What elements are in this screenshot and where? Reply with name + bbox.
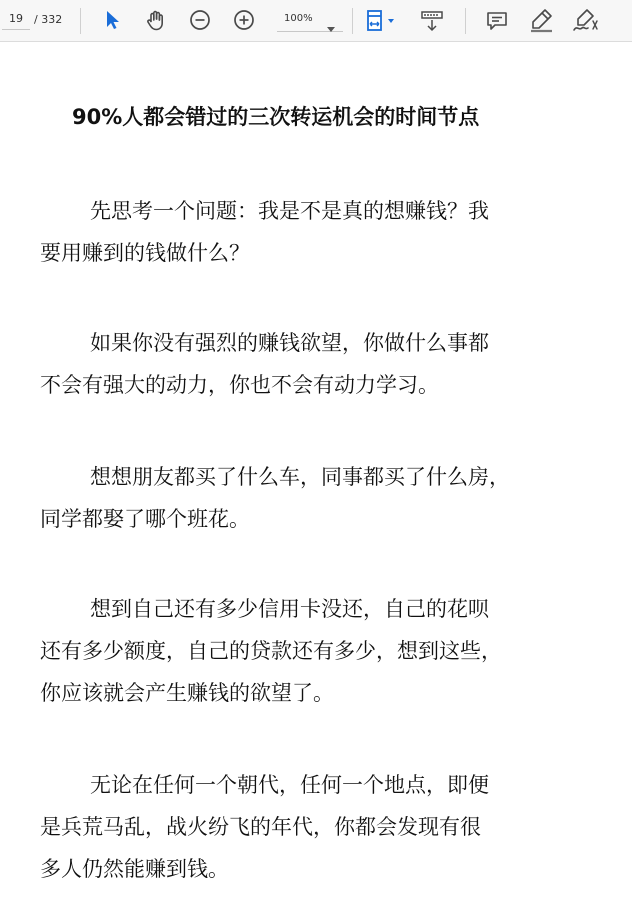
page-total-label: / 332 [34,13,63,26]
paragraph-line: 要用赚到的钱做什么？ [40,241,250,265]
zoom-out-icon[interactable] [188,8,212,32]
paragraph [40,588,600,714]
zoom-value: 100% [284,13,313,24]
paragraph-line: 你应该就会产生赚钱的欲望了。 [40,681,334,705]
paragraph-line: 同学都娶了哪个班花。 [40,507,250,531]
paragraph-line: 多人仍然能赚到钱。 [40,857,229,881]
highlight-icon[interactable] [527,6,555,34]
page-number-input[interactable] [2,8,30,30]
fit-page-icon[interactable] [362,7,400,35]
chevron-down-icon [327,17,335,36]
paragraph [40,190,600,274]
comment-icon[interactable] [484,8,510,34]
zoom-select[interactable] [277,8,343,32]
toolbar-divider [465,8,466,34]
toolbar-divider [352,8,353,34]
pdf-toolbar [0,0,632,42]
paragraph [40,322,600,406]
paragraph-line: 是兵荒马乱，战火纷飞的年代，你都会发现有很 [40,815,481,839]
sign-icon[interactable] [570,6,600,34]
paragraph [40,456,600,540]
paragraph-line: 想想朋友都买了什么车，同事都买了什么房， [90,465,510,489]
zoom-in-icon[interactable] [232,8,256,32]
document-title: 90%人都会错过的三次转运机会的时间节点 [72,105,480,129]
paragraph-line: 如果你没有强烈的赚钱欲望，你做什么事都 [90,331,489,355]
paragraph-line: 无论在任何一个朝代，任何一个地点，即便 [90,773,489,797]
hand-icon[interactable] [143,7,169,33]
paragraph-line: 先思考一个问题：我是不是真的想赚钱？我 [90,199,489,223]
paragraph-line: 不会有强大的动力，你也不会有动力学习。 [40,373,439,397]
paragraph [40,764,600,890]
select-arrow-icon[interactable] [100,8,124,32]
paragraph-line: 还有多少额度，自己的贷款还有多少，想到这些， [40,639,502,663]
paragraph-line: 想到自己还有多少信用卡没还，自己的花呗 [90,597,489,621]
toolbar-divider [80,8,81,34]
scroll-mode-icon[interactable] [418,7,446,35]
